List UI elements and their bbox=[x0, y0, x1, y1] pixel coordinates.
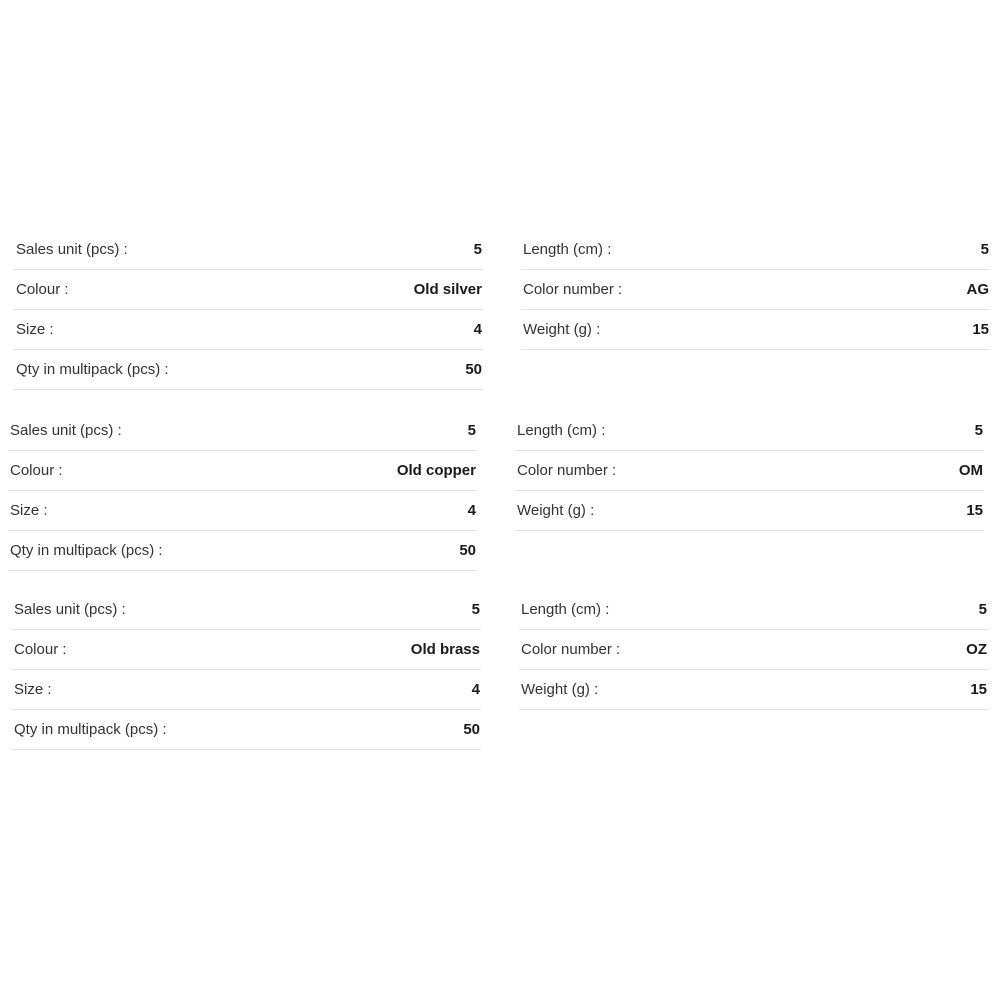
spec-value: OM bbox=[958, 462, 983, 479]
spec-column-left bbox=[12, 590, 481, 750]
spec-label: Weight (g) : bbox=[521, 681, 599, 698]
spec-row-colour bbox=[14, 270, 483, 310]
spec-value: 50 bbox=[459, 542, 476, 559]
spec-value: OZ bbox=[966, 641, 987, 658]
spec-row-sales-unit bbox=[8, 411, 477, 451]
spec-value: 5 bbox=[467, 422, 476, 439]
spec-value: 15 bbox=[966, 502, 983, 519]
spec-label: Weight (g) : bbox=[523, 321, 601, 338]
spec-row-length bbox=[519, 590, 988, 630]
spec-label: Color number : bbox=[521, 641, 621, 658]
spec-row-weight bbox=[515, 491, 984, 531]
spec-row-colour bbox=[8, 451, 477, 491]
spec-row-sales-unit bbox=[12, 590, 481, 630]
spec-row-color-number bbox=[519, 630, 988, 670]
spec-label: Length (cm) : bbox=[523, 241, 612, 258]
spec-row-color-number bbox=[521, 270, 990, 310]
spec-label: Colour : bbox=[10, 462, 63, 479]
spec-label: Sales unit (pcs) : bbox=[10, 422, 122, 439]
spec-row-length bbox=[515, 411, 984, 451]
spec-label: Size : bbox=[10, 502, 48, 519]
spec-value: 4 bbox=[473, 321, 482, 338]
spec-label: Qty in multipack (pcs) : bbox=[14, 721, 167, 738]
spec-label: Colour : bbox=[16, 281, 69, 298]
spec-block-old-copper bbox=[0, 411, 1000, 581]
spec-label: Size : bbox=[14, 681, 52, 698]
spec-label: Color number : bbox=[523, 281, 623, 298]
spec-row-size bbox=[8, 491, 477, 531]
spec-value: Old silver bbox=[413, 281, 482, 298]
spec-value: Old copper bbox=[396, 462, 476, 479]
spec-value: 5 bbox=[974, 422, 983, 439]
spec-value: 5 bbox=[471, 601, 480, 618]
spec-row-weight bbox=[519, 670, 988, 710]
spec-label: Color number : bbox=[517, 462, 617, 479]
spec-block-old-brass bbox=[0, 590, 1000, 760]
spec-value: 4 bbox=[471, 681, 480, 698]
spec-row-sales-unit bbox=[14, 230, 483, 270]
spec-column-right bbox=[521, 230, 990, 350]
spec-label: Sales unit (pcs) : bbox=[14, 601, 126, 618]
spec-row-size bbox=[14, 310, 483, 350]
spec-column-left bbox=[14, 230, 483, 390]
spec-row-color-number bbox=[515, 451, 984, 491]
spec-label: Colour : bbox=[14, 641, 67, 658]
spec-value: 50 bbox=[463, 721, 480, 738]
spec-label: Weight (g) : bbox=[517, 502, 595, 519]
spec-block-old-silver bbox=[0, 230, 1000, 400]
spec-value: 15 bbox=[972, 321, 989, 338]
spec-column-right bbox=[519, 590, 988, 710]
spec-value: 5 bbox=[980, 241, 989, 258]
spec-column-right bbox=[515, 411, 984, 531]
spec-label: Size : bbox=[16, 321, 54, 338]
spec-label: Qty in multipack (pcs) : bbox=[10, 542, 163, 559]
spec-value: 4 bbox=[467, 502, 476, 519]
spec-row-qty-multipack bbox=[12, 710, 481, 750]
spec-label: Qty in multipack (pcs) : bbox=[16, 361, 169, 378]
spec-value: 15 bbox=[970, 681, 987, 698]
spec-row-colour bbox=[12, 630, 481, 670]
spec-value: 5 bbox=[978, 601, 987, 618]
spec-row-qty-multipack bbox=[14, 350, 483, 390]
spec-value: AG bbox=[966, 281, 989, 298]
spec-value: 5 bbox=[473, 241, 482, 258]
spec-row-size bbox=[12, 670, 481, 710]
spec-label: Sales unit (pcs) : bbox=[16, 241, 128, 258]
spec-column-left bbox=[8, 411, 477, 571]
spec-value: Old brass bbox=[410, 641, 480, 658]
spec-label: Length (cm) : bbox=[517, 422, 606, 439]
spec-row-weight bbox=[521, 310, 990, 350]
spec-value: 50 bbox=[465, 361, 482, 378]
spec-row-length bbox=[521, 230, 990, 270]
spec-label: Length (cm) : bbox=[521, 601, 610, 618]
spec-row-qty-multipack bbox=[8, 531, 477, 571]
